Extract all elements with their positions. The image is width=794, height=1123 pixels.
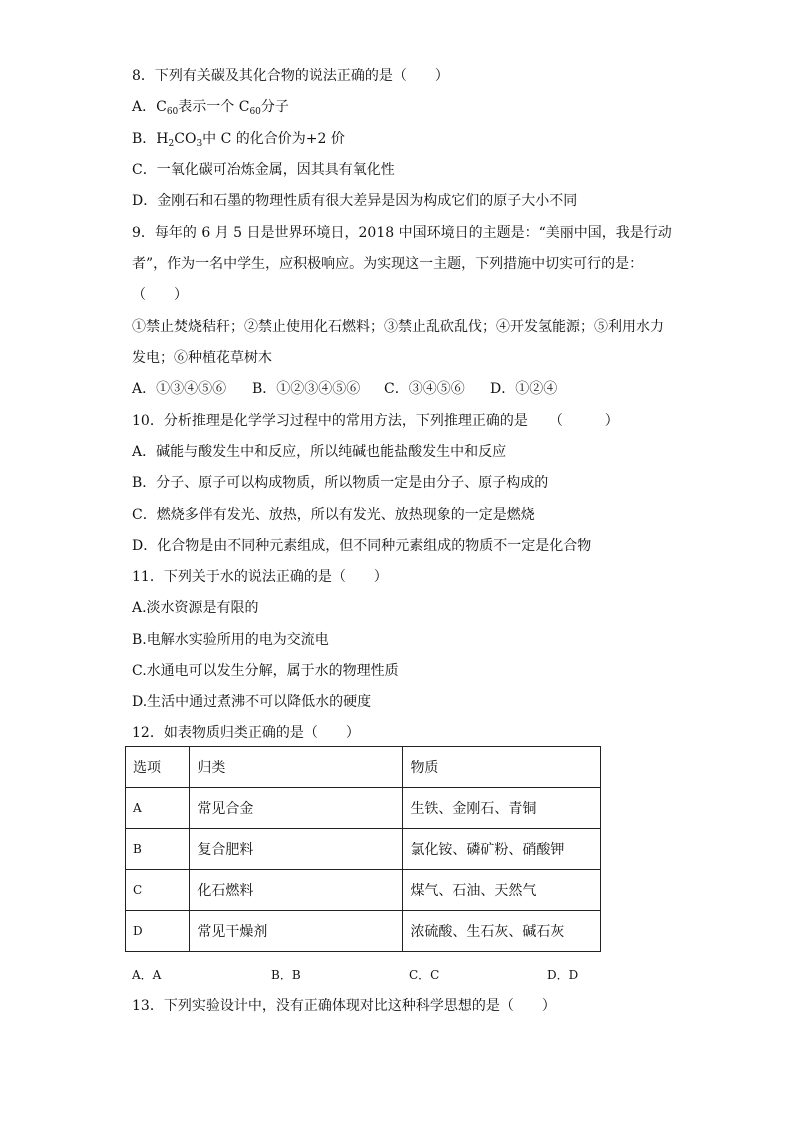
question-13-stem: 13．下列实验设计中，没有正确体现对比这种科学思想的是（ ） [132,998,556,1014]
question-9-option-b: B．①②③④⑤⑥ [252,381,361,397]
table-cell-substance: 氯化铵、磷矿粉、硝酸钾 [403,829,601,870]
table-cell-option: B [126,829,190,870]
question-10-option-c: C．燃烧多伴有发光、放热，所以有发光、放热现象的一定是燃烧 [132,507,535,523]
question-11-stem: 11．下列关于水的说法正确的是（ ） [132,569,388,585]
table-cell-category: 常见合金 [190,788,403,829]
table-row [126,788,601,829]
table-cell-substance: 浓硫酸、生石灰、碱石灰 [403,911,601,952]
table-cell-option: A [126,788,190,829]
question-11-option-c: C.水通电可以发生分解，属于水的物理性质 [132,663,399,679]
question-11-option-b: B.电解水实验所用的电为交流电 [132,632,329,648]
table-row [126,911,601,952]
question-12-option-d: D．D [547,968,579,982]
question-9-stem-line4: ①禁止焚烧秸秆；②禁止使用化石燃料；③禁止乱砍乱伐；④开发氢能源；⑤利用水力 [132,319,664,335]
question-9-stem-line2: 者”，作为一名中学生，应积极响应。为实现这一主题，下列措施中切实可行的是： [132,256,644,272]
question-12-stem: 12．如表物质归类正确的是（ ） [132,725,360,741]
question-8-stem: 8．下列有关碳及其化合物的说法正确的是（ ） [132,68,449,84]
question-8-option-a: A．$C_{60}$表示一个 $C_{60}$分子 [132,99,289,117]
table-cell-option: C [126,870,190,911]
question-9-option-c: C．③④⑤⑥ [384,381,465,397]
question-8-option-b: B．$H_2CO_3$中 C 的化合价为+2 价 [132,131,345,149]
table-cell-substance: 煤气、石油、天然气 [403,870,601,911]
question-10-option-a: A．碱能与酸发生中和反应，所以纯碱也能盐酸发生中和反应 [132,444,507,460]
question-12-option-b: B．B [271,968,301,982]
question-9-option-a: A．①③④⑤⑥ [132,381,227,397]
table-cell-substance: 生铁、金刚石、青铜 [403,788,601,829]
question-9-stem-line3: （ ） [132,287,188,303]
question-11-option-d: D.生活中通过煮沸不可以降低水的硬度 [132,694,372,710]
table-cell-option: D [126,911,190,952]
question-10-option-d: D．化合物是由不同种元素组成，但不同种元素组成的物质不一定是化合物 [132,538,592,554]
table-row [126,870,601,911]
classification-table [125,746,601,952]
table-cell-category: 常见干燥剂 [190,911,403,952]
question-11-option-a: A.淡水资源是有限的 [132,600,259,616]
question-9-stem-line5: 发电；⑥种植花草树木 [132,350,272,366]
table-row [126,829,601,870]
question-10-option-b: B．分子、原子可以构成物质，所以物质一定是由分子、原子构成的 [132,475,549,491]
question-8-option-d: D．金刚石和石墨的物理性质有很大差异是因为构成它们的原子大小不同 [132,193,578,209]
question-12-option-c: C．C [409,968,440,982]
question-9-option-d: D．①②④ [490,381,558,397]
question-12-option-a: A．A [132,968,162,982]
table-cell-category: 化石燃料 [190,870,403,911]
table-header-row [126,747,601,788]
question-10-stem: 10．分析推理是化学学习过程中的常用方法，下列推理正确的是 （ ） [132,413,619,429]
table-cell-category: 复合肥料 [190,829,403,870]
question-8-option-c: C．一氧化碳可冶炼金属，因其具有氧化性 [132,162,395,178]
table-header-category: 归类 [190,747,403,788]
table-header-substance: 物质 [403,747,601,788]
table-header-option: 选项 [126,747,190,788]
question-9-stem-line1: 9．每年的 6 月 5 日是世界环境日，2018 中国环境日的主题是：“美丽中国，我是行动 [132,225,672,241]
